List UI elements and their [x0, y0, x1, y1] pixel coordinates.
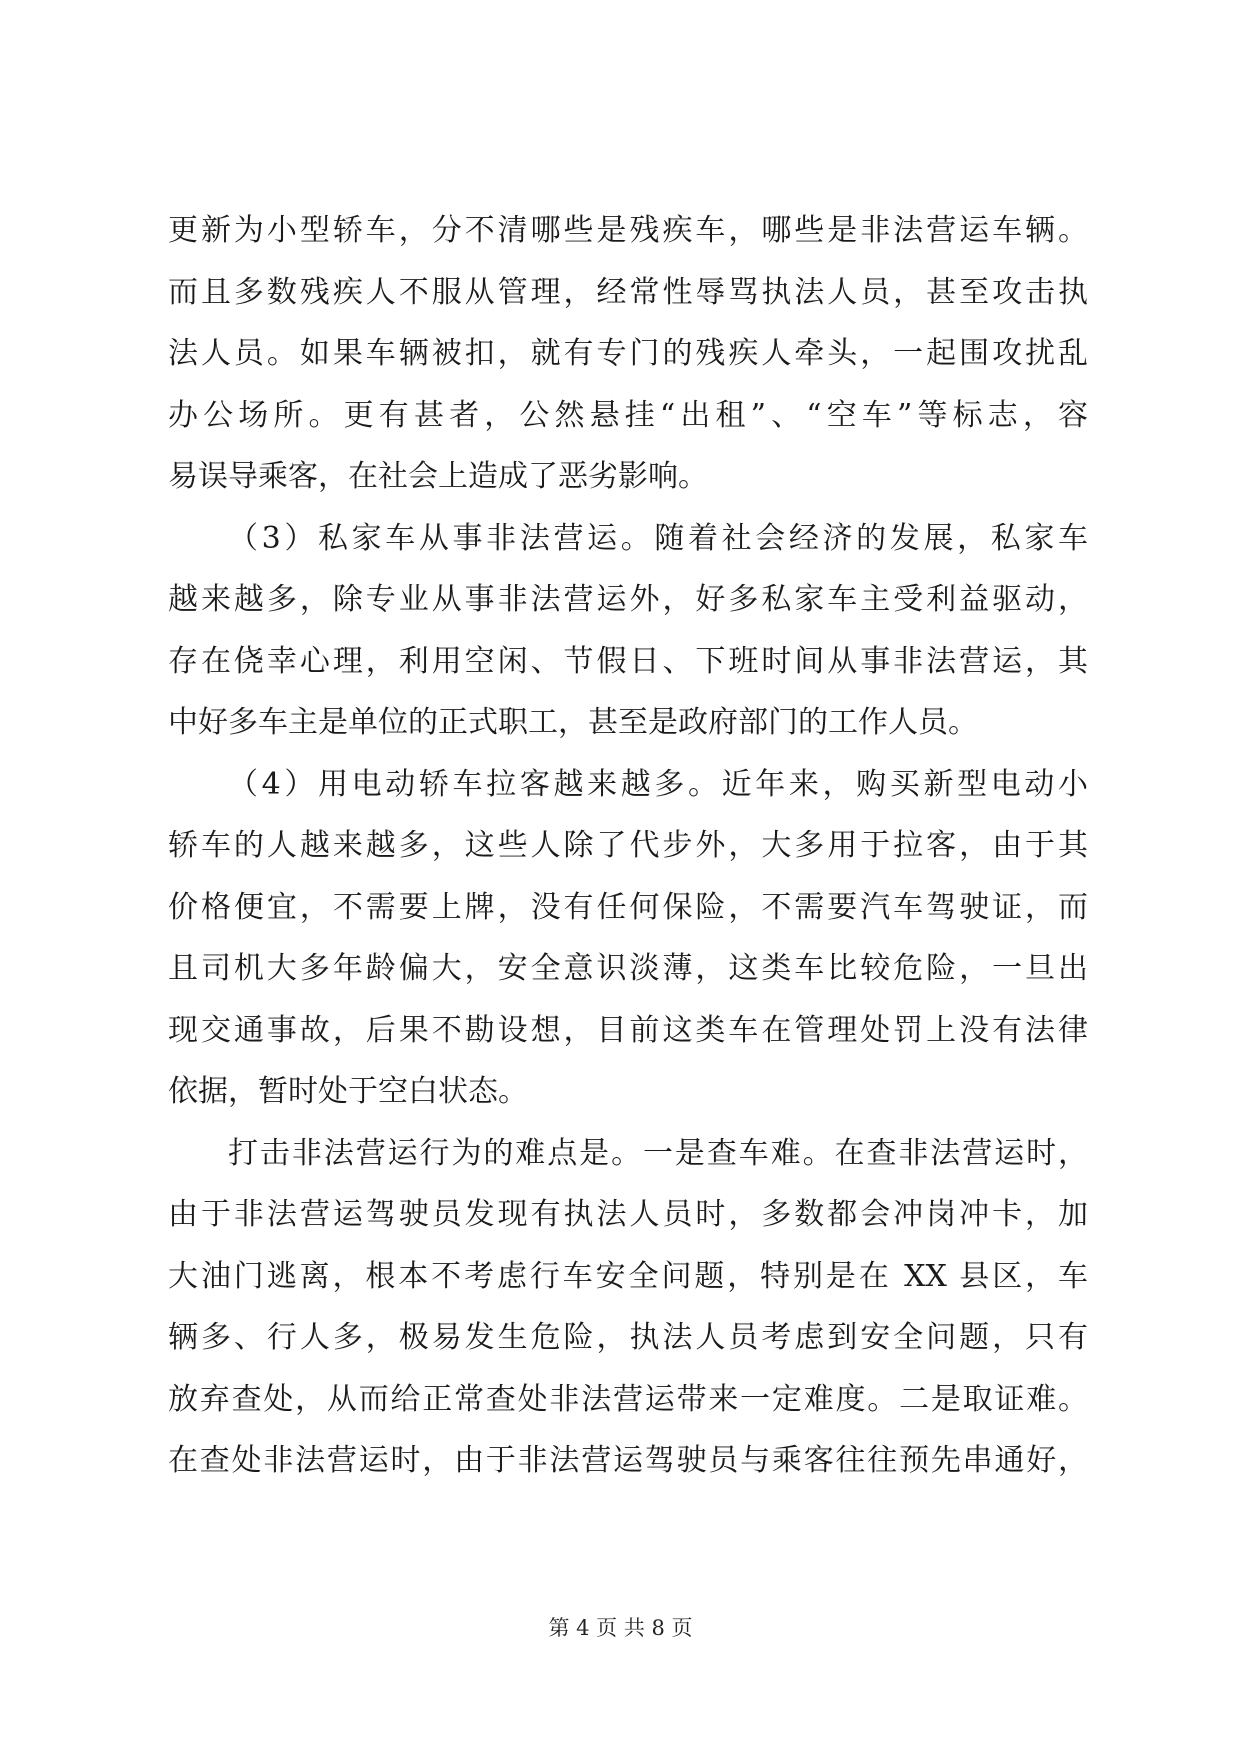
paragraph-start-line: 打击非法营运行为的难点是。一是查车难。在查非法营运时， [228, 1135, 1088, 1171]
text-line: 轿车的人越来越多，这些人除了代步外，大多用于拉客，由于其 [168, 828, 1088, 863]
text-line: 越来越多，除专业从事非法营运外，好多私家车主受利益驱动， [168, 582, 1088, 617]
text-line: 价格便宜，不需要上牌，没有任何保险，不需要汽车驾驶证，而 [168, 889, 1088, 925]
paragraph-start-line: （4）用电动轿车拉客越来越多。近年来，购买新型电动小 [228, 766, 1088, 802]
text-line: 法人员。如果车辆被扣，就有专门的残疾人牵头，一起围攻扰乱 [168, 336, 1088, 371]
text-line: 中好多车主是单位的正式职工，甚至是政府部门的工作人员。 [168, 705, 978, 740]
text-line: 办公场所。更有甚者，公然悬挂“出租”、“空车”等标志，容 [168, 397, 1088, 433]
text-line: 放弃查处，从而给正常查处非法营运带来一定难度。二是取证难。 [168, 1381, 1088, 1417]
document-body [168, 200, 1088, 1492]
text-line: 存在侥幸心理，利用空闲、节假日、下班时间从事非法营运，其 [168, 643, 1088, 679]
text-line: 在查处非法营运时，由于非法营运驾驶员与乘客往往预先串通好， [168, 1443, 1088, 1478]
text-line: 依据，暂时处于空白状态。 [168, 1074, 528, 1109]
text-line: 且司机大多年龄偏大，安全意识淡薄，这类车比较危险，一旦出 [168, 951, 1088, 986]
text-line: 由于非法营运驾驶员发现有执法人员时，多数都会冲岗冲卡，加 [168, 1197, 1088, 1232]
text-line: 易误导乘客，在社会上造成了恶劣影响。 [168, 459, 708, 494]
paragraph-start-line: （3）私家车从事非法营运。随着社会经济的发展，私家车 [228, 520, 1088, 556]
text-line: 更新为小型轿车，分不清哪些是残疾车，哪些是非法营运车辆。 [168, 213, 1088, 248]
text-line: 大油门逃离，根本不考虑行车安全问题，特别是在 XX 县区，车 [168, 1258, 1088, 1294]
page-number-footer: 第 4 页 共 8 页 [548, 1616, 693, 1640]
text-line: 现交通事故，后果不勘设想，目前这类车在管理处罚上没有法律 [168, 1012, 1088, 1048]
text-line: 辆多、行人多，极易发生危险，执法人员考虑到安全问题，只有 [168, 1320, 1088, 1355]
text-line: 而且多数残疾人不服从管理，经常性辱骂执法人员，甚至攻击执 [168, 274, 1088, 310]
